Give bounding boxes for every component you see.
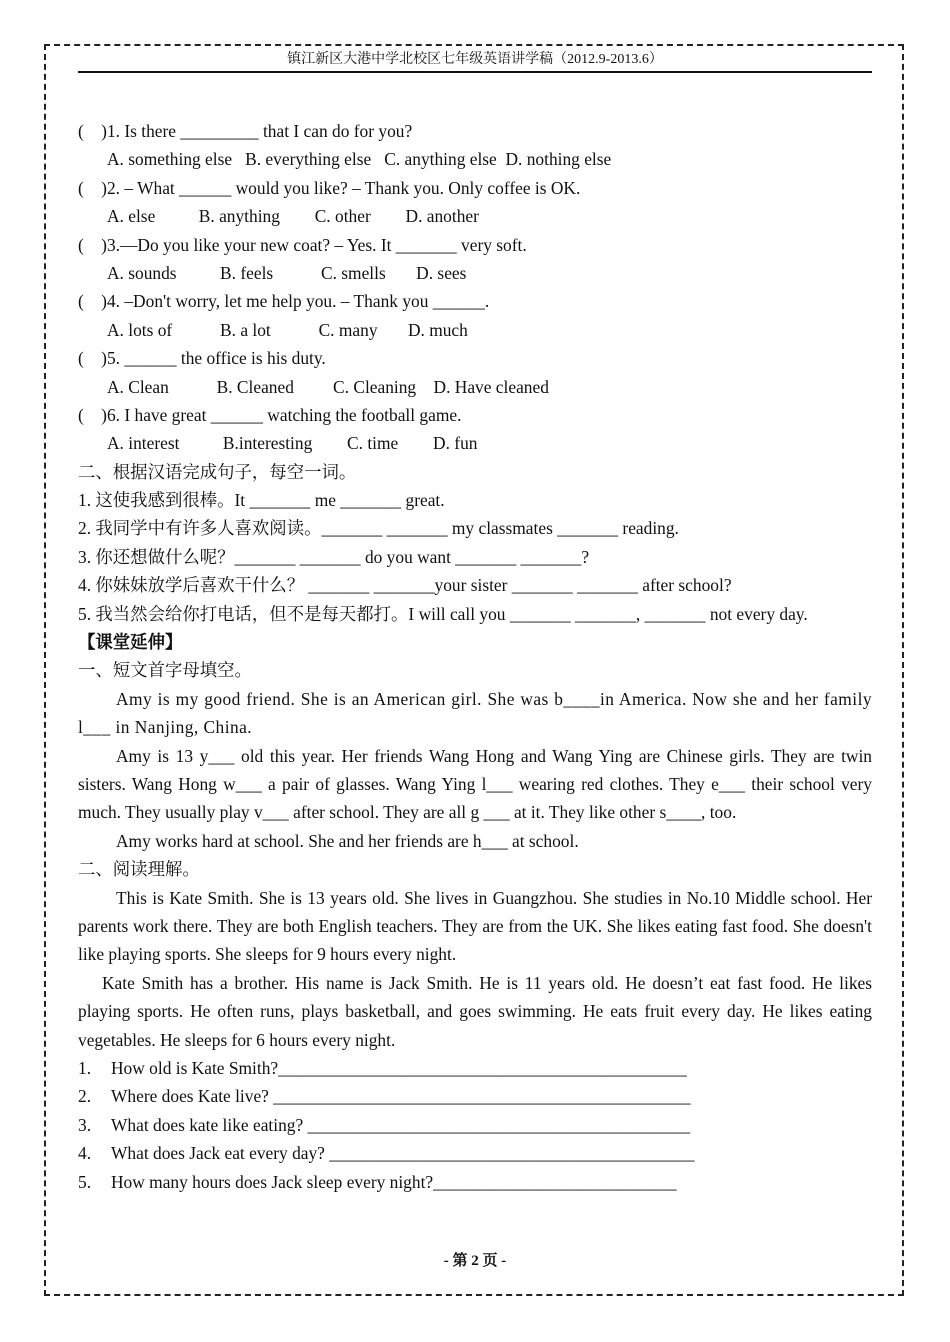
cloze-paragraph-3: Amy works hard at school. She and her friends are h___ at school. — [116, 830, 579, 851]
reading-section-title: 二、阅读理解。 — [78, 859, 200, 880]
question-number: 5. — [78, 1171, 92, 1192]
mc-options-1: A. something else B. everything else C. anything else D. nothing else — [107, 149, 612, 170]
question-number: 1. — [78, 1058, 92, 1079]
translation-section-title: 二、根据汉语完成句子，每空一词。 — [78, 461, 357, 482]
question-number: 4. — [78, 1143, 92, 1164]
mc-question-3: ( )3.—Do you like your new coat? – Yes. It _______ very soft. — [78, 234, 527, 255]
reading-paragraph-2: Kate Smith has a brother. His name is Jack Smith. He is 11 years old. He doesn’t eat fast food. He likes playing sports. He often runs, plays basketball, and goes swimming. He eats fruit every day. He likes eating vegetables. He sleeps for 6 hours every night. — [78, 972, 872, 1050]
question-text: How many hours does Jack sleep every night?____________________________ — [111, 1171, 677, 1192]
mc-question-2: ( )2. – What ______ would you like? – Thank you. Only coffee is OK. — [78, 177, 581, 198]
mc-question-4: ( )4. –Don't worry, let me help you. – Thank you ______. — [78, 291, 490, 312]
mc-question-1: ( )1. Is there _________ that I can do for you? — [78, 121, 413, 141]
translation-item-3: 3. 你还想做什么呢？_______ _______ do you want _______ _______? — [78, 546, 590, 567]
reading-question-2 — [78, 1082, 872, 1110]
question-number: 3. — [78, 1114, 92, 1135]
cloze-section-title: 一、短文首字母填空。 — [78, 660, 252, 681]
reading-questions — [78, 1054, 872, 1196]
extension-heading: 【课堂延伸】 — [78, 632, 183, 653]
mc-options-6: A. interest B.interesting C. time D. fun — [107, 433, 478, 454]
cloze-paragraph-1: Amy is my good friend. She is an American girl. She was b____in America. Now she and her family l___ in Nanjing, China. — [78, 688, 872, 738]
mc-options-5: A. Clean B. Cleaned C. Cleaning D. Have cleaned — [107, 376, 549, 397]
page-number: - 第 2 页 - — [443, 1253, 507, 1269]
question-text: How old is Kate Smith?_______________________________________________ — [111, 1058, 687, 1079]
header-rule — [78, 71, 872, 73]
translation-item-2: 2. 我同学中有许多人喜欢阅读。_______ _______ my classmates _______ reading. — [78, 518, 679, 539]
mc-question-5: ( )5. ______ the office is his duty. — [78, 348, 326, 369]
reading-question-4 — [78, 1139, 872, 1167]
multiple-choice-section — [78, 117, 872, 458]
reading-question-1 — [78, 1054, 872, 1082]
question-number: 2. — [78, 1086, 92, 1107]
reading-question-5 — [78, 1168, 872, 1196]
mc-options-2: A. else B. anything C. other D. another — [107, 206, 479, 227]
translation-item-1: 1. 这使我感到很棒。It _______ me _______ great. — [78, 490, 445, 511]
mc-question-6: ( )6. I have great ______ watching the football game. — [78, 404, 462, 425]
mc-options-3: A. sounds B. feels C. smells D. sees — [107, 262, 467, 283]
translation-item-5: 5. 我当然会给你打电话，但不是每天都打。I will call you _______ _______, _______ not every day. — [78, 603, 808, 624]
reading-paragraph-1: This is Kate Smith. She is 13 years old. She lives in Guangzhou. She studies in No.10 Middle school. Her parents work there. They are both English teachers. They are from the UK. She likes eating fast food. She doesn't like playing sports. She sleeps for 9 hours every night. — [78, 887, 872, 965]
cloze-paragraph-2: Amy is 13 y___ old this year. Her friends Wang Hong and Wang Ying are Chinese girls. They are twin sisters. Wang Hong w___ a pair of glasses. Wang Ying l___ wearing red clothes. They e___ their school very much. They usually play v___ after school. They are all g ___ at it. They like other s____, too. — [78, 745, 872, 823]
translation-item-4: 4. 你妹妹放学后喜欢干什么？ _______ _______your sister _______ _______ after school? — [78, 575, 732, 596]
reading-question-3 — [78, 1111, 872, 1139]
question-text: Where does Kate live? ________________________________________________ — [111, 1086, 691, 1107]
worksheet-body — [78, 117, 872, 1196]
page-header: 镇江新区大港中学北校区七年级英语讲学稿（2012.9-2013.6） — [287, 52, 663, 67]
question-text: What does kate like eating? ____________________________________________ — [111, 1114, 691, 1135]
question-text: What does Jack eat every day? __________________________________________ — [111, 1143, 695, 1164]
mc-options-4: A. lots of B. a lot C. many D. much — [107, 319, 468, 340]
